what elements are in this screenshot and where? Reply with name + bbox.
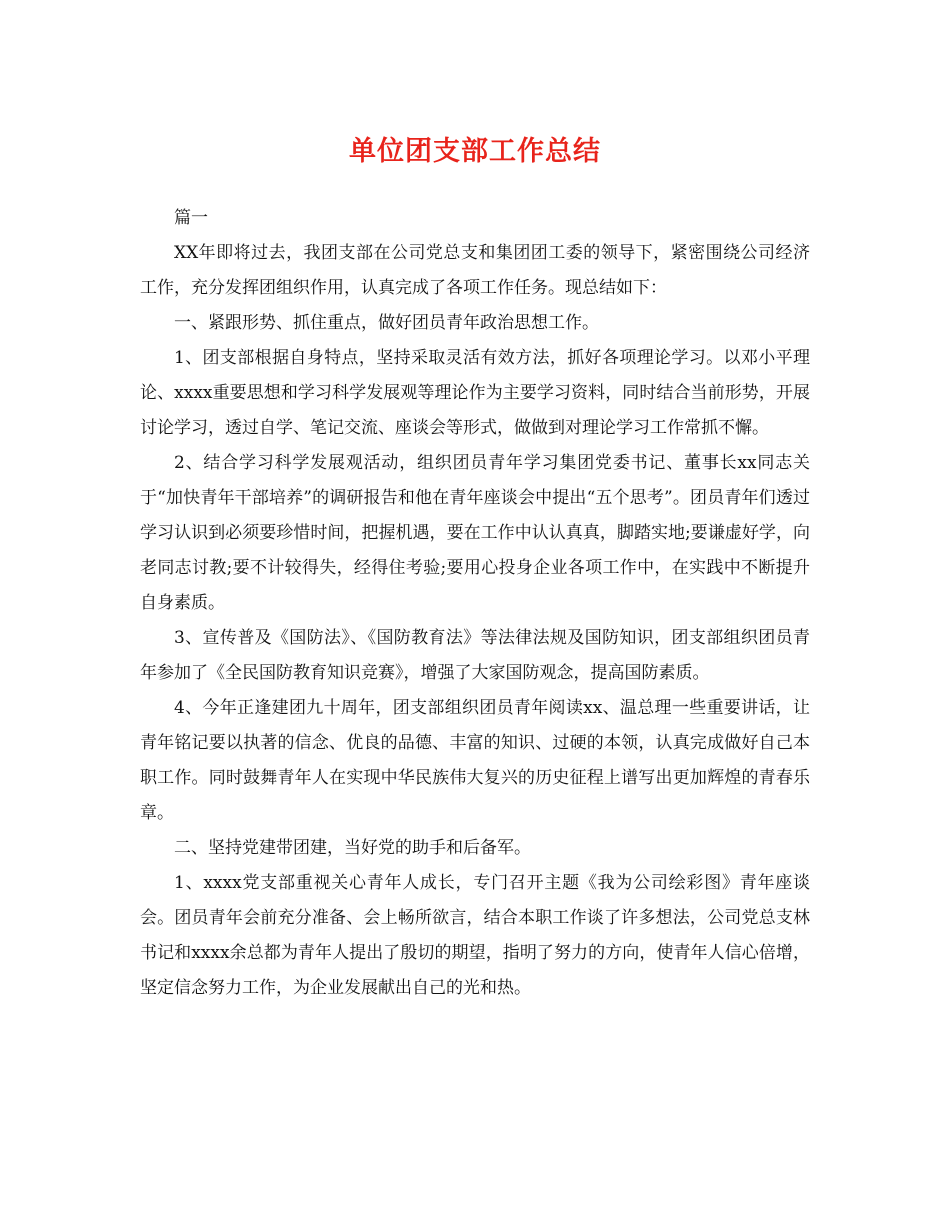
paragraph-item-3: 3、宣传普及《国防法》、《国防教育法》等法律法规及国防知识，团支部组织团员青年参加了《全民国防教育知识竞赛》，增强了大家国防观念，提高国防素质。	[140, 628, 810, 683]
paragraph-item-4: 4、今年正逢建团九十周年，团支部组织团员青年阅读xx、温总理一些重要讲话，让青年铭记要以执著的信念、优良的品德、丰富的知识、过硬的本领，认真完成做好自己本职工作。同时鼓舞青年人在实现中华民族伟大复兴的历史征程上谱写出更加辉煌的青春乐章。	[140, 698, 810, 823]
paragraph-item-1: 1、团支部根据自身特点，坚持采取灵活有效方法，抓好各项理论学习。以邓小平理论、xxxx重要思想和学习科学发展观等理论作为主要学习资料，同时结合当前形势，开展讨论学习，透过自学、笔记交流、座谈会等形式，做做到对理论学习工作常抓不懈。	[140, 348, 810, 438]
paragraph-section-label: 篇一	[174, 208, 208, 228]
paragraph-part-two-item-1: 1、xxxx党支部重视关心青年人成长，专门召开主题《我为公司绘彩图》青年座谈会。团员青年会前充分准备、会上畅所欲言，结合本职工作谈了许多想法，公司党总支林书记和xxxx余总都为青年人提出了殷切的期望，指明了努力的方向，使青年人信心倍增，坚定信念努力工作，为企业发展献出自己的光和热。	[140, 873, 810, 998]
document-body	[140, 201, 810, 1006]
heading-part-one: 一、紧跟形势、抓住重点，做好团员青年政治思想工作。	[174, 313, 599, 333]
document-title: 单位团支部工作总结	[349, 136, 601, 167]
paragraph-intro: XX年即将过去，我团支部在公司党总支和集团团工委的领导下，紧密围绕公司经济工作，充分发挥团组织作用，认真完成了各项工作任务。现总结如下：	[140, 243, 810, 298]
paragraph-item-2: 2、结合学习科学发展观活动，组织团员青年学习集团党委书记、董事长xx同志关于“加快青年干部培养”的调研报告和他在青年座谈会中提出“五个思考”。团员青年们透过学习认识到必须要珍惜时间，把握机遇，要在工作中认认真真，脚踏实地;要谦虚好学，向老同志讨教;要不计较得失，经得住考验;要用心投身企业各项工作中，在实践中不断提升自身素质。	[140, 453, 810, 613]
heading-part-two: 二、坚持党建带团建，当好党的助手和后备军。	[174, 838, 531, 858]
